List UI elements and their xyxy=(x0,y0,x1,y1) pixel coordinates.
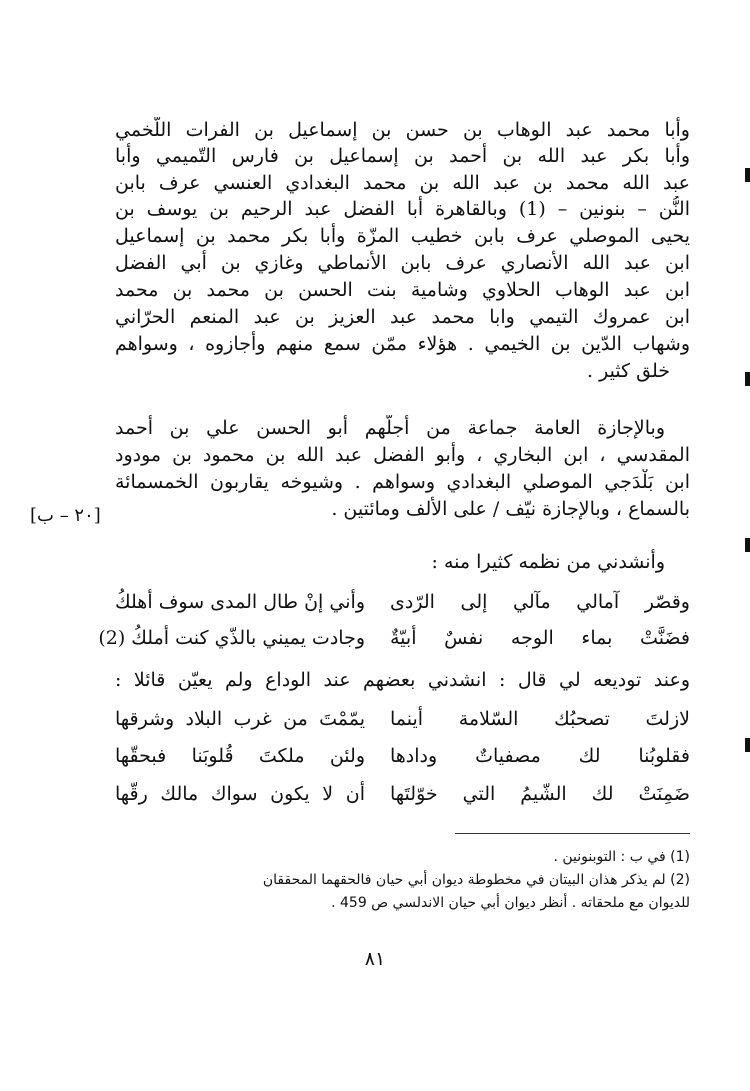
scan-edge-mark xyxy=(745,738,750,752)
paragraph-1-line: خلق كثير . xyxy=(587,360,670,382)
footnote-separator xyxy=(455,833,690,834)
paragraph-2-line: وبالإجازة العامة جماعة من أجلّهم أبو الحسن علي بن أحمد xyxy=(115,417,665,439)
paragraph-1-line: عبد الله محمد بن عبد الله بن محمد البغدادي العنسي عرف بابن xyxy=(115,172,690,194)
verse-second-hemistich: ولئن ملكتَ قُلوبَنا فبحقّها xyxy=(115,745,365,767)
verse-first-hemistich: ضَمِنَتْ لك الشّيمُ التي خوّلتَها xyxy=(390,783,690,805)
paragraph-1-line: ابن عبد الله الأنصاري عرف بابن الأنماطي وغازي بن أبي الفضل xyxy=(115,252,690,274)
verse-second-hemistich: أن لا يكون سواك مالك رقّها xyxy=(115,783,365,805)
scan-edge-mark xyxy=(745,372,750,386)
verse-line xyxy=(115,739,690,773)
paragraph-1-line: ابن عبد الوهاب الحلاوي وشامية بنت الحسن بن محمد بن محمد xyxy=(115,279,690,301)
scan-edge-mark xyxy=(745,538,750,552)
verse-second-hemistich: يمّمْتَ من غرب البلاد وشرقها xyxy=(115,708,365,730)
paragraph-2-line: المقدسي ، ابن البخاري ، وأبو الفضل عبد الله بن محمود بن مودود xyxy=(115,444,690,466)
paragraph-1-line: ابن عمروك التيمي وابا محمد عبد العزيز بن عبد المنعم الحرّاني xyxy=(115,306,690,328)
verse-first-hemistich: وقصّر آمالي مآلي إلى الرّدى xyxy=(390,591,690,613)
verse-second-hemistich: وجادت يميني بالذّي كنت أملكُ (2) xyxy=(98,627,365,649)
page-number: ٨١ xyxy=(364,948,386,970)
verse-first-hemistich: لازلتَ تصحبُك السّلامة أينما xyxy=(390,708,690,730)
footnote-1: (1) في ب : التوبنونين . xyxy=(553,849,690,865)
verse-line xyxy=(115,777,690,811)
verse-second-hemistich: وأني إنْ طال المدى سوف أهلكُ xyxy=(115,591,365,613)
paragraph-2-line: ابن بَلْدَجي الموصلي البغدادي وسواهم . وشيوخه يقاربون الخمسمائة xyxy=(115,471,690,493)
footnote-2: (2) لم يذكر هذان البيتان في مخطوطة ديوان أبي حيان فالحقهما المحققان xyxy=(262,872,690,888)
paragraph-2-line: بالسماع ، وبالإجازة نيّف / على الألف ومائتين . xyxy=(331,498,690,520)
paragraph-1-line: وأبا محمد عبد الوهاب بن حسن بن إسماعيل بن الفرات اللّخمي xyxy=(115,119,690,141)
paragraph-1-line: وأبا بكر عبد الله بن أحمد بن إسماعيل بن فارس التّميمي وأبا xyxy=(115,145,690,167)
paragraph-1-line: النُّن – بنونين – (1) وبالقاهرة أبا الفضل عبد الرحيم بن يوسف بن xyxy=(115,198,690,220)
verse-line xyxy=(115,702,690,736)
verse-first-hemistich: فضَنَّتْ بماء الوجه نفسٌ أبيّةٌ xyxy=(390,627,690,649)
verse-intro-2: وعند توديعه لي قال : انشدني بعضهم عند الوداع ولم يعيّن قائلا : xyxy=(115,669,690,691)
scan-edge-mark xyxy=(745,168,750,182)
verse-line xyxy=(98,621,690,655)
verse-intro: وأنشدني من نظمه كثيرا منه : xyxy=(431,551,665,573)
verse-first-hemistich: فقلوبُنا لك مصفياتٌ ودادها xyxy=(390,745,690,767)
margin-folio-marker: [٢٠ – ب] xyxy=(30,505,101,526)
verse-line xyxy=(115,585,690,619)
paragraph-1-line: يحيى الموصلي عرف بابن خطيب المزّة وأبا بكر محمد بن إسماعيل xyxy=(115,225,690,247)
paragraph-1-line: وشهاب الدّين بن الخيمي . هؤلاء ممّن سمع منهم وأجازوه ، وسواهم xyxy=(115,333,690,355)
footnote-2-continued: للديوان مع ملحقاته . أنظر ديوان أبي حيان الاندلسي ص 459 . xyxy=(331,895,690,911)
